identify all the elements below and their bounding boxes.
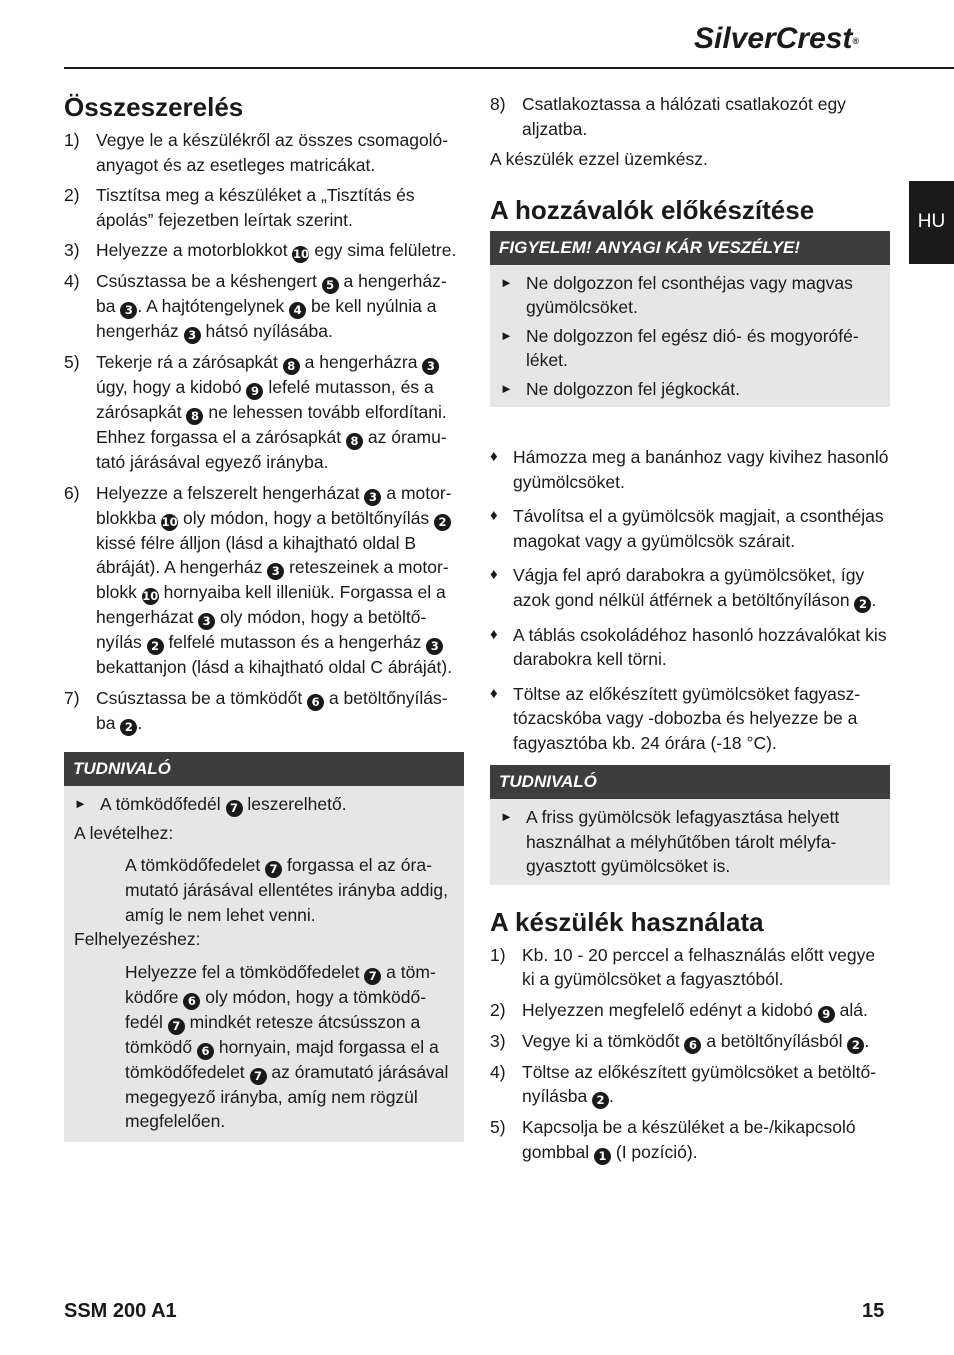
- section-title-prep: A hozzávalók előkészítése: [490, 194, 815, 225]
- warning-item: ► Ne dolgozzon fel egész dió- és mogyorófé-léket.: [500, 324, 880, 373]
- part-number-badge: 10: [161, 514, 178, 529]
- remove-instructions: A tömködőfedelet 7 forgassa el az óra-mutató járásával ellentétes irányba addig, amíg le nem lehet venni.: [125, 855, 448, 925]
- part-number-badge: 9: [818, 1006, 835, 1023]
- step-item: 6) Helyezze a felszerelt hengerházat 3 a motor-blokkba 10 oly módon, hogy a betöltőnyílás 2 kissé félre álljon (lásd a kihajtható oldal B ábráját). A hengerház 3 reteszeinek a motor-blokk 10 hornyaiba kell illeniük. Forgassa el a hengerházat 3 oly módon, hogy a betöltő-nyílás 2 felfelé mutasson és a hengerház 3 bekattanjon (lásd a kihajtható oldal C ábráját).: [64, 482, 453, 677]
- part-number-badge: 3: [267, 563, 284, 580]
- section-title-usage: A készülék használata: [490, 906, 764, 937]
- part-number-badge: 6: [197, 1043, 214, 1060]
- section-title-assembly: Összeszerelés: [64, 92, 244, 122]
- part-number-badge: 2: [592, 1092, 609, 1109]
- left-column: [64, 90, 464, 1142]
- part-number-badge: 6: [183, 993, 200, 1010]
- part-number-badge: 2: [434, 514, 451, 531]
- arrow-icon: ►: [500, 809, 513, 824]
- warning-item: ► Ne dolgozzon fel jégkockát.: [500, 377, 880, 402]
- part-number-badge: 3: [422, 358, 439, 375]
- part-number-badge: 2: [147, 638, 164, 655]
- part-number-badge: 6: [307, 694, 324, 711]
- part-number-badge: 8: [283, 358, 300, 375]
- part-number-badge: 8: [346, 433, 363, 450]
- arrow-icon: ►: [74, 795, 87, 811]
- part-number-badge: 6: [684, 1037, 701, 1054]
- step-item: 1) Vegye le a készülékről az összes csomagoló-anyagot és az esetleges matricákat.: [64, 130, 449, 175]
- diamond-bullet-icon: ♦: [490, 566, 498, 583]
- footer-model: SSM 200 A1: [64, 1300, 177, 1322]
- part-number-badge: 7: [168, 1018, 185, 1035]
- brand-logo: SilverCrest®: [694, 22, 860, 55]
- note-heading: TUDNIVALÓ: [490, 765, 890, 799]
- part-number-badge: 3: [364, 489, 381, 506]
- diamond-bullet-icon: ♦: [490, 507, 498, 524]
- part-number-badge: 2: [120, 719, 137, 736]
- step-item: 2) Tisztítsa meg a készüléket a „Tisztítás és ápolás” fejezetben leírtak szerint.: [64, 185, 415, 230]
- note-heading: TUDNIVALÓ: [64, 752, 464, 786]
- step-item: 7) Csúsztassa be a tömködőt 6 a betöltőnyílás-ba 2 .: [64, 687, 448, 734]
- assembly-steps: [64, 128, 464, 736]
- part-number-badge: 10: [142, 589, 159, 603]
- usage-steps: [490, 943, 890, 1165]
- list-item: ♦ Töltse az előkészített gyümölcsöket fagyasz-tózacskóba vagy -dobozba és helyezze be a fagyasztóba kb. 24 órára (-18 °C).: [490, 682, 890, 756]
- step-item: 1) Kb. 10 - 20 perccel a felhasználás előtt vegye ki a gyümölcsöket a fagyasztóból.: [490, 944, 876, 989]
- part-number-badge: 2: [847, 1037, 864, 1054]
- warning-heading: FIGYELEM! ANYAGI KÁR VESZÉLYE!: [490, 231, 890, 265]
- note-box-prep: [490, 765, 890, 885]
- header-rule: [64, 67, 954, 69]
- attach-label: Felhelyezéshez:: [74, 929, 201, 949]
- part-number-badge: 2: [854, 596, 871, 613]
- part-number-badge: 4: [289, 302, 306, 319]
- diamond-bullet-icon: ♦: [490, 684, 498, 702]
- arrow-icon: ►: [500, 274, 513, 290]
- part-number-badge: 7: [226, 800, 243, 817]
- prep-bullets: [490, 445, 890, 755]
- step-item: 8) Csatlakoztassa a hálózati csatlakozót egy aljzatba.: [490, 94, 846, 139]
- step-item: 5) Kapcsolja be a készüléket a be-/kikapcsoló gombbal 1 (I pozíció).: [490, 1117, 856, 1163]
- note-box-assembly: [64, 752, 464, 1142]
- step-item: 4) Csúsztassa be a késhengert 5 a hengerház-ba 3 . A hajtótengelynek 4 be kell nyúlnia a hengerház 3 hátsó nyílásába.: [64, 271, 447, 342]
- step-item: 3) Vegye ki a tömködőt 6 a betöltőnyílásból 2 .: [490, 1030, 870, 1052]
- part-number-badge: 10: [292, 247, 309, 261]
- page-number: 15: [862, 1300, 885, 1322]
- part-number-badge: 7: [364, 968, 381, 985]
- part-number-badge: 3: [198, 613, 215, 630]
- note-item: ► A friss gyümölcsök lefagyasztása helyett használhat a mélyhűtőben tárolt mélyfa-gyasztott gyümölcsöket is.: [500, 805, 880, 879]
- arrow-icon: ►: [500, 327, 513, 343]
- step-item: 3) Helyezze a motorblokkot 10 egy sima felületre.: [64, 240, 457, 261]
- part-number-badge: 9: [246, 383, 263, 400]
- arrow-icon: ►: [500, 380, 513, 396]
- part-number-badge: 3: [184, 327, 201, 344]
- part-number-badge: 8: [186, 408, 203, 425]
- step-item: 5) Tekerje rá a zárósapkát 8 a hengerházra 3 úgy, hogy a kidobó 9 lefelé mutasson, és a zárósapkát 8 ne lehessen tovább elfordítani. Ehhez forgassa el a zárósapkát 8 az óramu-tató járásával egyező irányba.: [64, 352, 447, 472]
- attach-instructions: Helyezze fel a tömködőfedelet 7 a töm-ködőre 6 oly módon, hogy a tömködő-fedél 7 mindkét retesze átcsússzon a tömködő 6 hornyain, majd forgassa el a tömködőfedelet 7 az óramutató járásával megegyező irányba, amíg nem rögzül megfelelően.: [125, 961, 449, 1131]
- warning-box: [490, 231, 890, 408]
- diamond-bullet-icon: ♦: [490, 448, 498, 465]
- step-item: 4) Töltse az előkészített gyümölcsöket a betöltő-nyílásba 2 .: [490, 1061, 877, 1107]
- step-item: 2) Helyezzen megfelelő edényt a kidobó 9 alá.: [490, 999, 868, 1021]
- remove-label: A levételhez:: [74, 822, 174, 843]
- part-number-badge: 7: [265, 861, 282, 878]
- right-column: [490, 92, 890, 1171]
- language-tab: HU: [909, 181, 954, 264]
- note-item: ► A tömködőfedél 7 leszerelhető.: [74, 793, 347, 815]
- list-item: ♦ Hámozza meg a banánhoz vagy kivihez hasonló gyümölcsöket.: [490, 445, 890, 494]
- diamond-bullet-icon: ♦: [490, 625, 498, 643]
- list-item: ♦ Vágja fel apró darabokra a gyümölcsöket, így azok gond nélkül átférnek a betöltőnyíláson 2 .: [490, 565, 877, 611]
- ready-text: A készülék ezzel üzemkész.: [490, 149, 708, 169]
- part-number-badge: 3: [426, 638, 443, 655]
- list-item: ♦ A táblás csokoládéhoz hasonló hozzávalókat kis darabokra kell törni.: [490, 623, 890, 672]
- part-number-badge: 3: [120, 302, 137, 319]
- part-number-badge: 7: [250, 1068, 267, 1085]
- part-number-badge: 5: [322, 277, 339, 294]
- part-number-badge: 1: [594, 1148, 611, 1165]
- warning-item: ► Ne dolgozzon fel csonthéjas vagy magvas gyümölcsöket.: [500, 271, 880, 320]
- list-item: ♦ Távolítsa el a gyümölcsök magjait, a csonthéjas magokat vagy a gyümölcsök szárait.: [490, 504, 890, 553]
